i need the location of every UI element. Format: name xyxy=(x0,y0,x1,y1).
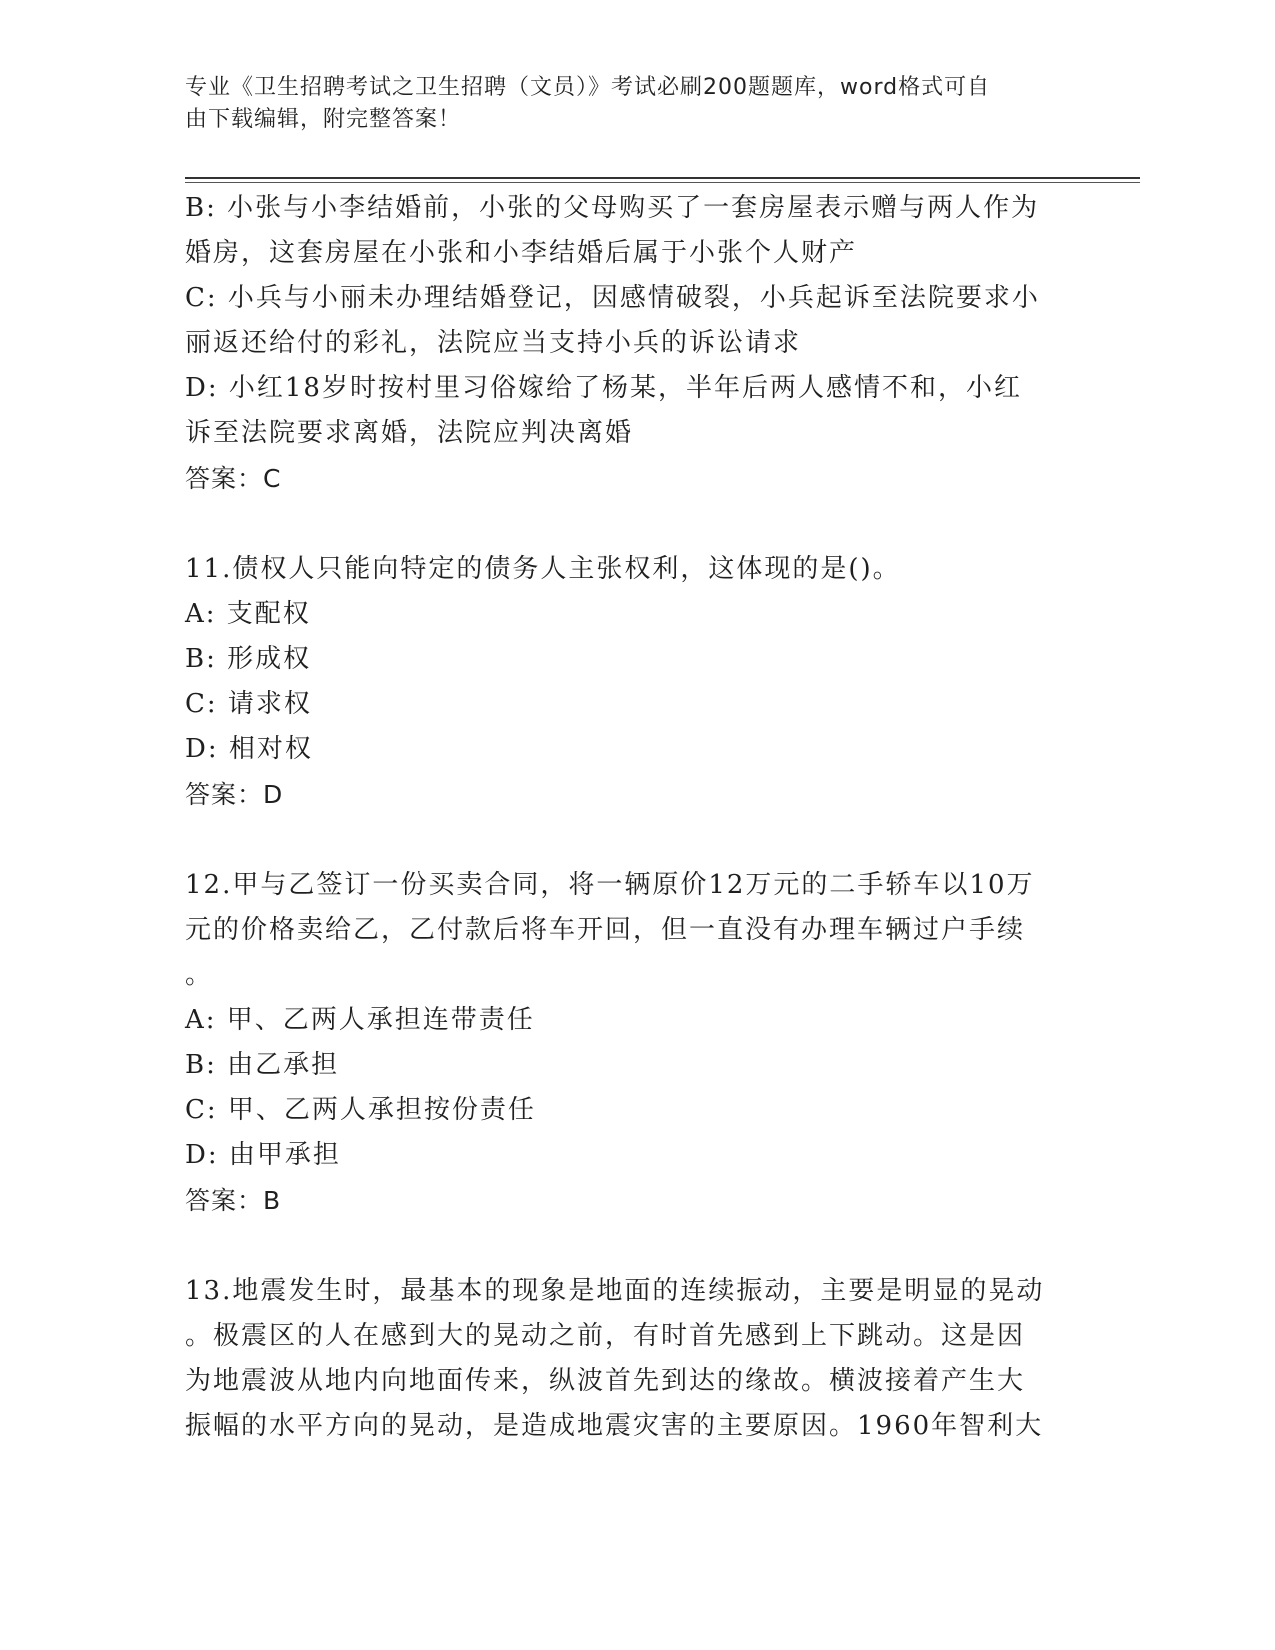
option-a: A: 支配权 xyxy=(185,599,311,629)
question-stem-line-2: 。极震区的人在感到大的晃动之前，有时首先感到上下跳动。这是因 xyxy=(185,1321,1026,1351)
answer-text: 答案：B xyxy=(185,1186,282,1215)
header-line-1: 专业《卫生招聘考试之卫生招聘（文员）》考试必刷200题题库，word格式可自 xyxy=(185,75,991,100)
option-b-line-1: B: 小张与小李结婚前，小张的父母购买了一套房屋表示赠与两人作为 xyxy=(185,193,1040,223)
spacer xyxy=(185,1223,1070,1269)
option-d: D: 相对权 xyxy=(185,734,313,764)
option-c-line-1: C: 小兵与小丽未办理结婚登记，因感情破裂，小兵起诉至法院要求小 xyxy=(185,283,1040,313)
answer-text: 答案：C xyxy=(185,464,282,493)
spacer xyxy=(185,501,1070,547)
question-stem-line-1: 13.地震发生时，最基本的现象是地面的连续振动，主要是明显的晃动 xyxy=(185,1276,1045,1306)
option-d: D: 由甲承担 xyxy=(185,1140,341,1170)
option-d-line-2: 诉至法院要求离婚，法院应判决离婚 xyxy=(185,418,634,448)
question-11 xyxy=(185,547,1070,817)
question-stem-line-4: 振幅的水平方向的晃动，是造成地震灾害的主要原因。1960年智利大 xyxy=(185,1411,1044,1441)
option-c: C: 请求权 xyxy=(185,689,312,719)
question-stem-line-3: 为地震波从地内向地面传来，纵波首先到达的缘故。横波接着产生大 xyxy=(185,1366,1026,1396)
header-divider-thick xyxy=(185,177,1140,179)
header-divider-thin xyxy=(185,182,1140,183)
option-c-line-2: 丽返还给付的彩礼，法院应当支持小兵的诉讼请求 xyxy=(185,328,802,358)
option-d-line-1: D: 小红18岁时按村里习俗嫁给了杨某，半年后两人感情不和，小红 xyxy=(185,373,1022,403)
question-12 xyxy=(185,863,1070,1223)
option-b: B: 形成权 xyxy=(185,644,312,674)
option-b-line-2: 婚房，这套房屋在小张和小李结婚后属于小张个人财产 xyxy=(185,238,858,268)
question-stem: 11.债权人只能向特定的债务人主张权利，这体现的是()。 xyxy=(185,554,901,584)
prev-question xyxy=(185,186,1070,501)
option-a: A: 甲、乙两人承担连带责任 xyxy=(185,1005,535,1035)
question-stem-line-2: 元的价格卖给乙，乙付款后将车开回，但一直没有办理车辆过户手续 xyxy=(185,915,1026,945)
option-c: C: 甲、乙两人承担按份责任 xyxy=(185,1095,536,1125)
question-stem-line-3: 。 xyxy=(185,960,214,990)
document-body xyxy=(185,186,1070,1449)
question-13 xyxy=(185,1269,1070,1449)
document-header xyxy=(185,72,1065,136)
spacer xyxy=(185,817,1070,863)
option-b: B: 由乙承担 xyxy=(185,1050,340,1080)
header-line-2: 由下载编辑，附完整答案！ xyxy=(185,107,462,132)
question-stem-line-1: 12.甲与乙签订一份买卖合同，将一辆原价12万元的二手轿车以10万 xyxy=(185,870,1035,900)
answer-text: 答案：D xyxy=(185,780,284,809)
